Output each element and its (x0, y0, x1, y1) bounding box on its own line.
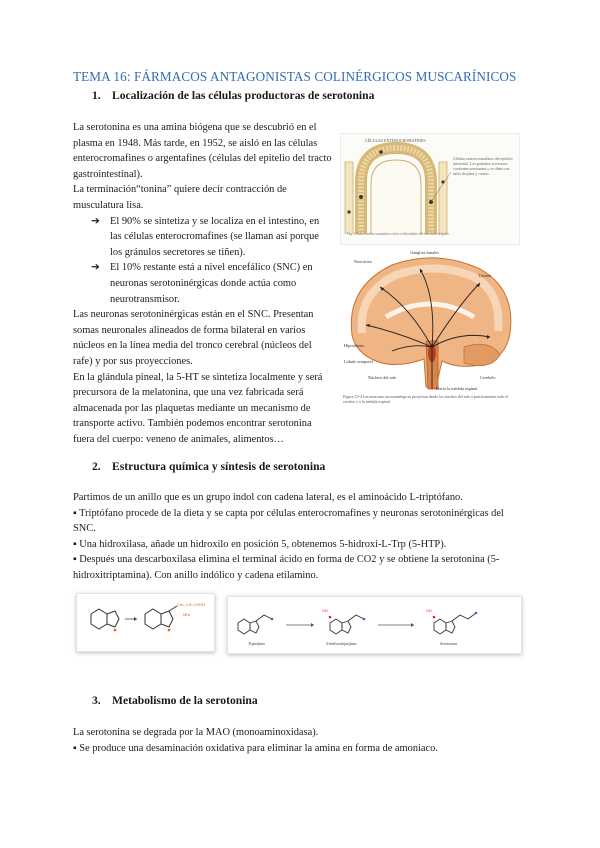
paragraph: Partimos de un anillo que es un grupo indol con cadena lateral, es el aminoácido L-triptófano. (73, 492, 463, 503)
arrow-bullet (91, 214, 333, 261)
brain-serotonin-figure (340, 247, 518, 420)
paragraph: En la glándula pineal, la 5-HT se sintetiza localmente y será precursora de la melatonina, que una vez fabricada será almacenada por las plaquetas mediante un mecanismo de transporte activo. También podemos encontrar serotonina fuera del cuerpo: veneno de animales, alimentos… (73, 371, 323, 445)
label-hipotalamo: Hipotálamo (344, 343, 365, 348)
label-medula: Hacia la médula espinal (436, 386, 478, 391)
section-2-heading (92, 460, 325, 473)
section-2-number: 2. (92, 460, 101, 473)
square-bullet-icon: ▪ (73, 742, 77, 754)
section-1-body (73, 120, 333, 447)
bullet-text: El 10% restante está a nivel encefálico (SNC) en neuronas serotoninérgicas donde actúa como neurotransmisor. (110, 262, 313, 305)
square-bullet-icon: ▪ (73, 554, 77, 566)
serotonin-label: Serotonina (440, 641, 458, 646)
label-neocortex: Neocórtex (354, 259, 372, 264)
label-nucleos: Núcleos del rafe (368, 375, 397, 380)
arrow-bullet (91, 260, 333, 307)
label-cerebelo: Cerebelo (480, 375, 496, 380)
hydroxyl-label: HO (426, 608, 432, 613)
section-1-number: 1. (92, 89, 101, 102)
paragraph: La serotonina se degrada por la MAO (monoaminoxidasa). (73, 727, 319, 738)
synthesis-pathway (228, 597, 521, 653)
figure-label: CÉLULAS ENTEROCROMAFINES (365, 138, 426, 143)
hydroxyl-label: HO (322, 608, 328, 613)
figure-caption: Figura 23-4 Las neuronas serotoninérgicas proyectan desde los núcleos del rafe a prácticamente todo el cerebro y a la médula espinal. (343, 394, 509, 404)
list-item: ▪ Triptófano procede de la dieta y se capta por células enterocromafines y neuronas serotoninérgicas del SNC. (73, 507, 504, 535)
serotonin-synthesis-figure (227, 596, 522, 654)
arrow-icon: ➔ (91, 215, 100, 227)
section-3-number: 3. (92, 694, 101, 707)
figure-caption: Células enterocromafines del epitelio intestinal. Los gránulos secretores contienen serotonina y se tiñen con sales de plata y cromo. (453, 156, 513, 176)
paragraph: Las neuronas serotoninérgicas están en el SNC. Presentan somas neuronales alineados de forma bilateral en varios núcleos en la línea media del tronco cerebral (núcleos del rafe) y por sus proyecciones. (73, 309, 314, 367)
document-title: TEMA 16: FÁRMACOS ANTAGONISTAS COLINÉRGICOS MUSCARÍNICOS (73, 69, 517, 84)
section-3-title: Metabolismo de la serotonina (112, 694, 258, 707)
list-item: ▪ Se produce una desaminación oxidativa para eliminar la amina en forma de amoniaco. (73, 742, 438, 754)
villus-illustration (343, 142, 453, 240)
paragraph: La serotonina es una amina biógena que se descubrió en el plasma en 1948. Más tarde, en 1952, se aisló en las células enterocromafines o argentafines (células del epitelio del tracto gastrointestinal). (73, 122, 332, 180)
square-bullet-icon: ▪ (73, 507, 77, 519)
section-1-heading (92, 89, 374, 102)
section-3-heading (92, 694, 258, 707)
section-2-title: Estructura química y síntesis de serotonina (112, 460, 326, 473)
label-talamo: Tálamo (478, 273, 492, 278)
paragraph: La terminación“tonina” quiere decir contracción de musculatura lisa. (73, 184, 287, 211)
section-2-body (73, 490, 521, 584)
list-item: ▪ Después una descarboxilasa elimina el terminal ácido en forma de CO2 y se obtiene la serotonina (5-hidroxitriptamina). Con anillo indólico y cadena etilamino. (73, 554, 500, 581)
label-ganglios: Ganglios basales (410, 250, 439, 255)
list-item: ▪ Una hidroxilasa, añade un hidroxilo en posición 5, obtenemos 5-hidroxi-L-Trp (5-HTP). (73, 538, 447, 550)
enterochromaffin-figure (340, 133, 520, 245)
section-3-body (73, 725, 521, 756)
indole-figure (76, 593, 215, 652)
arrow-icon: ➔ (91, 262, 100, 274)
section-1-title: Localización de las células productoras de serotonina (112, 89, 375, 102)
brain-illustration (340, 247, 518, 393)
square-bullet-icon: ▪ (73, 538, 77, 550)
tryptophan-label: Triptófano (248, 641, 265, 646)
figure-caption: Fig. Células enterocromafines en las vellosidades del intestino delgado (347, 232, 449, 236)
bullet-text: El 90% se sintetiza y se localiza en el intestino, en las células enterocromafines (se llaman así porque los gránulos secretores se tiñen). (110, 215, 320, 258)
side-chain-label: CH₂–CH–COOH (177, 602, 205, 607)
htp-label: 5-hidroxitriptófano (326, 641, 357, 646)
amine-label: NH₂ (183, 612, 191, 617)
label-lobulo: Lóbulo temporal (344, 359, 373, 364)
